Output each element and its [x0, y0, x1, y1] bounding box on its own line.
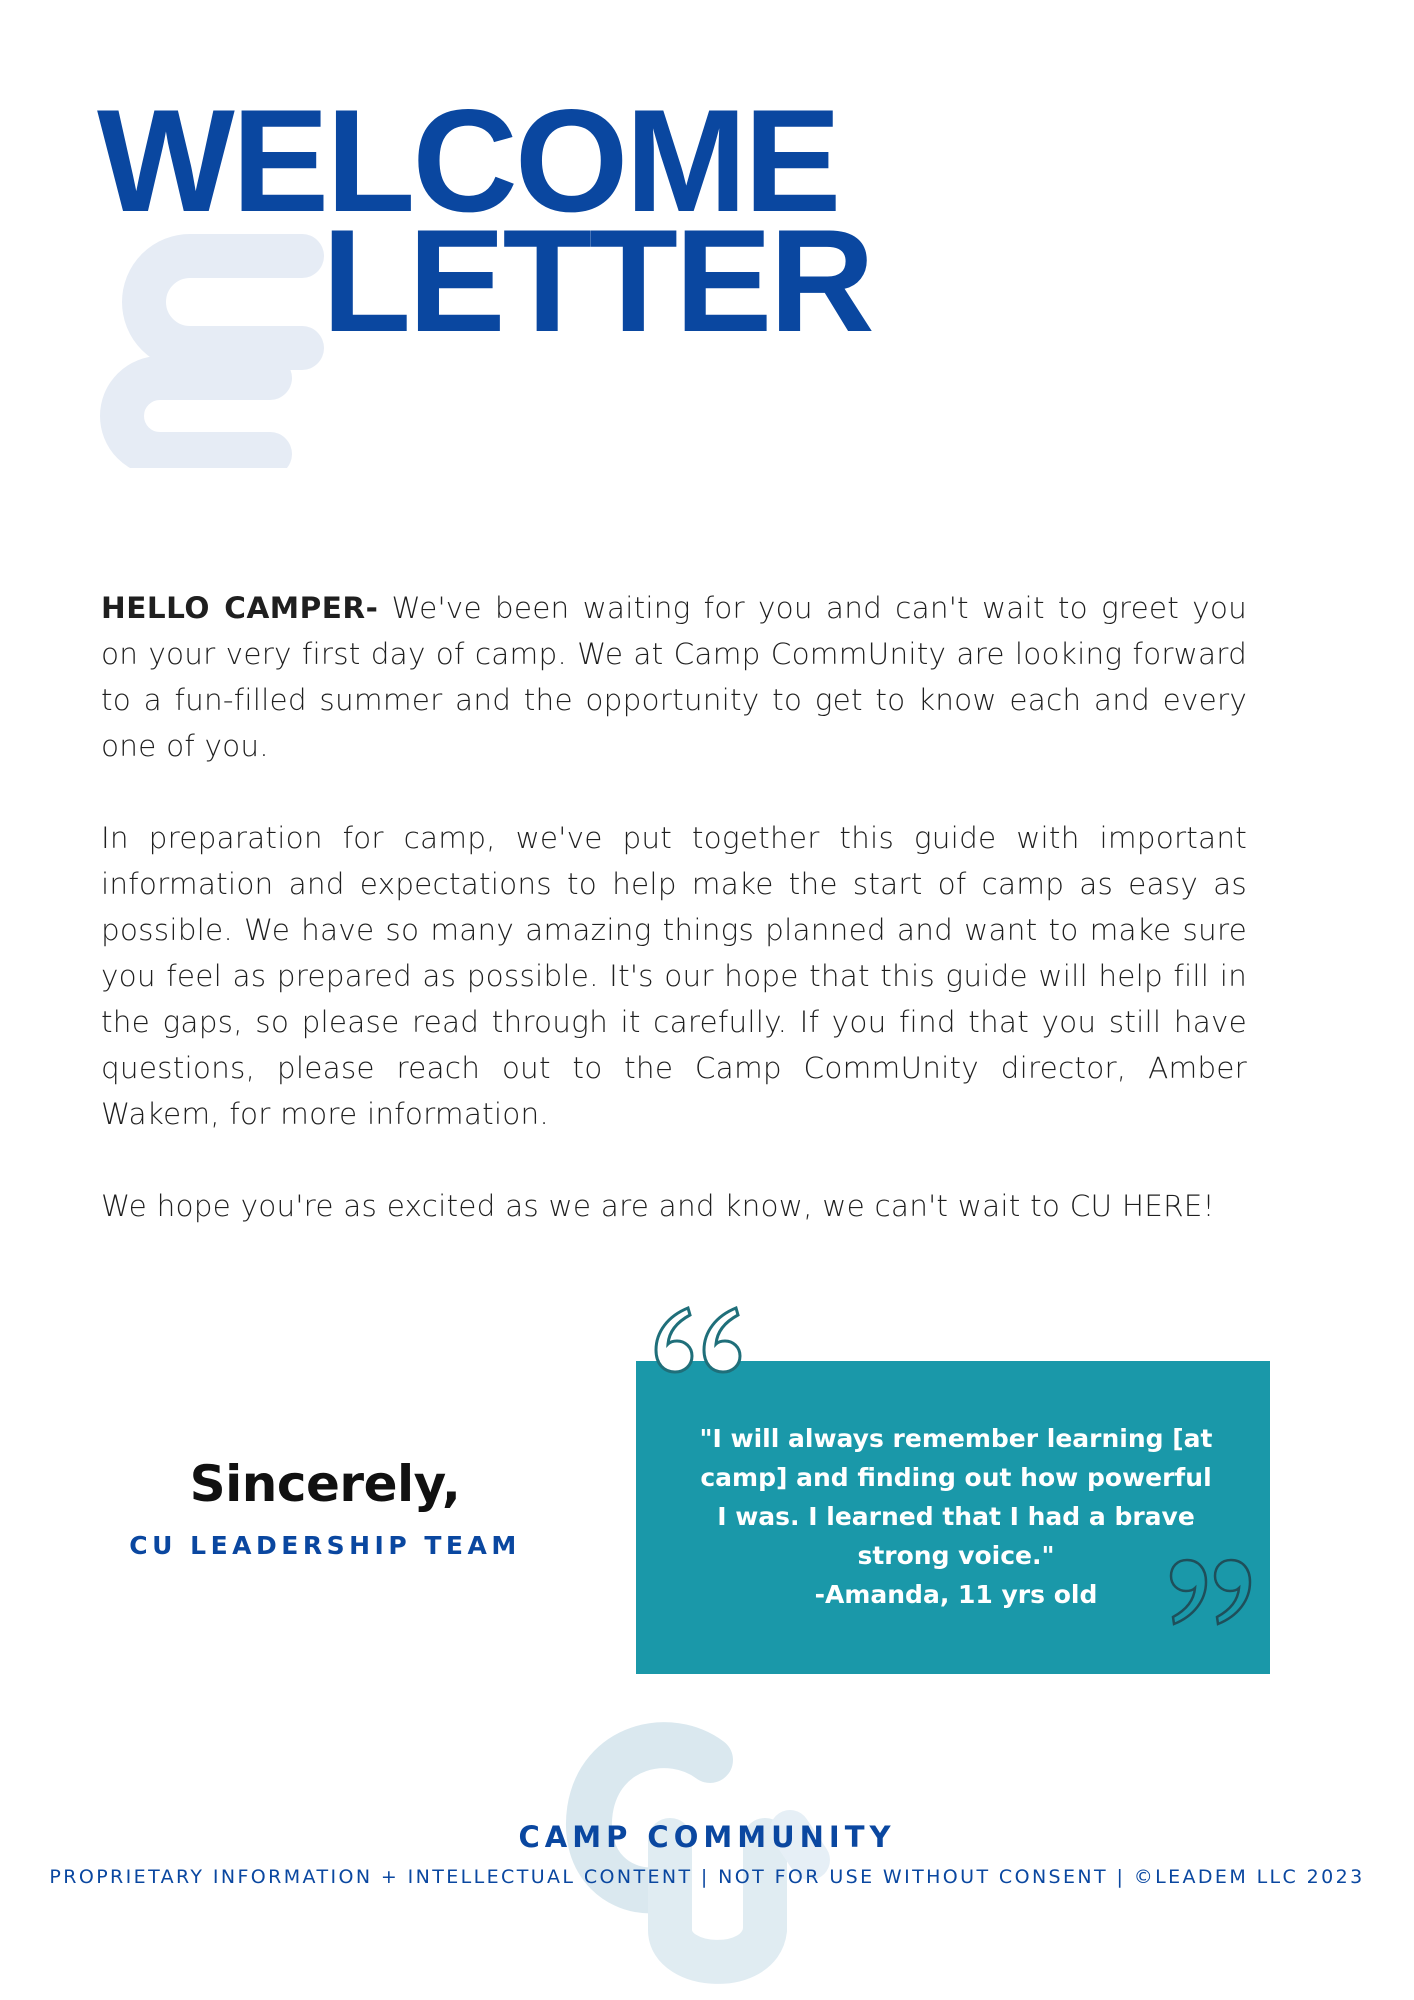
signoff-block: [100, 1455, 550, 1560]
letter-body: [101, 585, 1247, 1275]
team-name: CU LEADERSHIP TEAM: [129, 1531, 521, 1560]
cu-watermark-logo: [95, 232, 325, 468]
letter-paragraph-1: [101, 585, 1247, 769]
closing-text: Sincerely,: [189, 1455, 461, 1513]
letter-paragraph-3: We hope you're as excited as we are and know, we can't wait to CU HERE!: [101, 1189, 1215, 1223]
footer-legal-notice: PROPRIETARY INFORMATION + INTELLECTUAL CONTENT | NOT FOR USE WITHOUT CONSENT | ©LEADEM LLC 2023: [49, 1866, 1365, 1888]
testimonial-text: [696, 1419, 1216, 1614]
greeting: HELLO CAMPER-: [101, 591, 379, 625]
paragraph-1-text: We've been waiting for you and can't wait to greet you on your very first day of camp. We at Camp CommUnity are looking forward to a fun-filled summer and the opportunity to get to know each and every one of you.: [101, 591, 1247, 763]
footer-camp-name: CAMP COMMUNITY: [518, 1820, 896, 1854]
testimonial-author: -Amanda, 11 yrs old: [814, 1580, 1098, 1609]
page-title-line1: WELCOME: [97, 79, 839, 242]
page-title-line2: LETTER: [322, 199, 872, 362]
close-quote-icon: [1168, 1552, 1258, 1632]
open-quote-icon: [650, 1300, 745, 1380]
letter-paragraph-2: In preparation for camp, we've put together this guide with important information and expectations to help make the start of camp as easy as possible. We have so many amazing things planned and want to make sure you feel as prepared as possible. It's our hope that this guide will help fill in the gaps, so please read through it carefully. If you find that you still have questions, please reach out to the Camp CommUnity director, Amber Wakem, for more information.: [101, 821, 1247, 1131]
cu-footer-logo: [560, 1720, 870, 2000]
testimonial-quote: "I will always remember learning [at camp] and finding out how powerful I was. I learned that I had a brave strong voice.": [699, 1424, 1213, 1570]
